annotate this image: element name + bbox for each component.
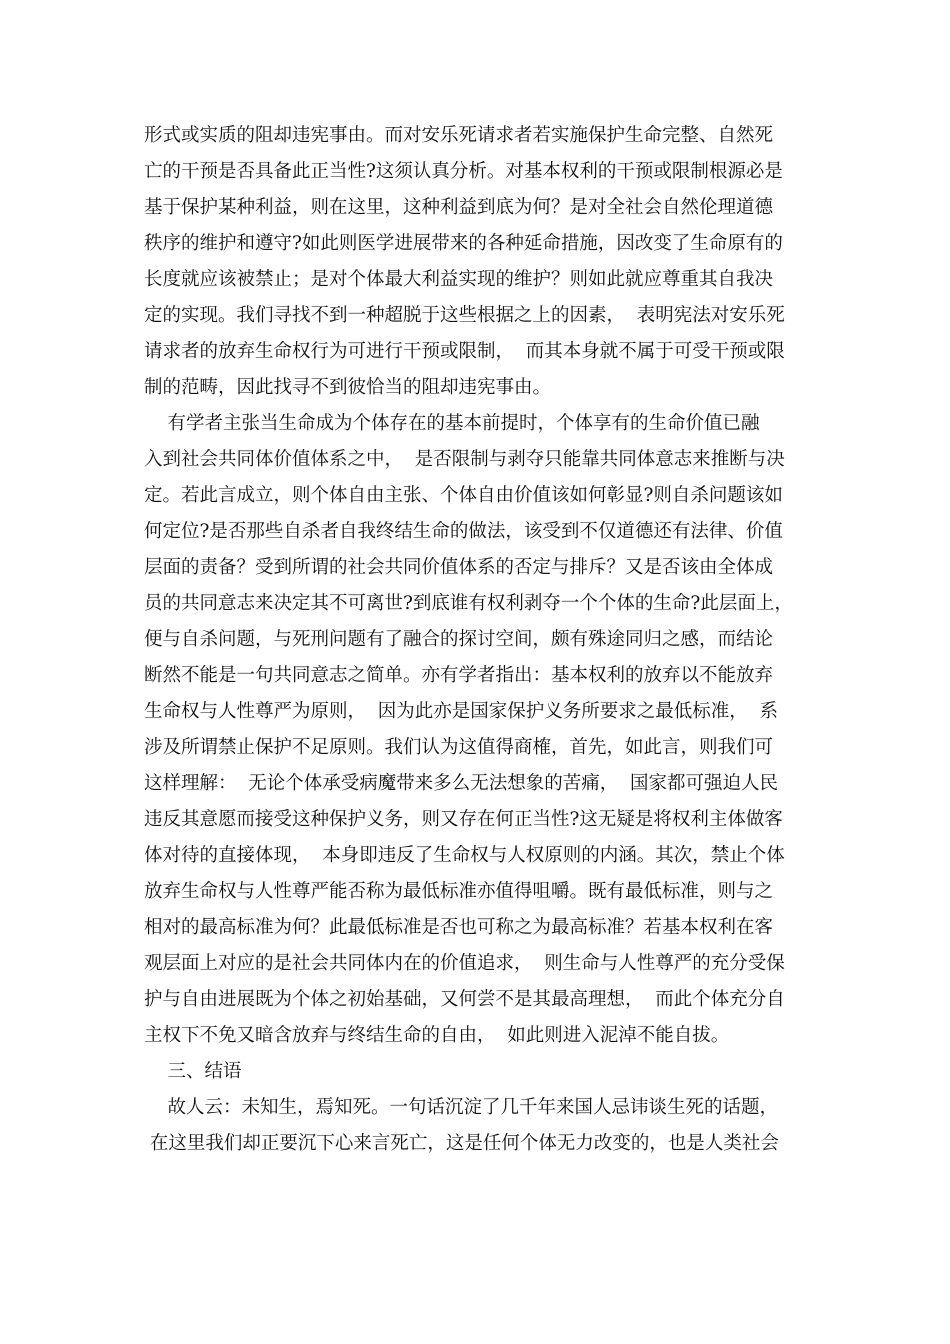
text-line: 长度就应该被禁止；是对个体最大利益实现的维护？则如此就应尊重其自我决 bbox=[144, 269, 774, 290]
text-line: 护与自由进展既为个体之初始基础，又何尝不是其最高理想， 而此个体充分自 bbox=[144, 989, 785, 1010]
text-line: 便与自杀问题，与死刑问题有了融合的探讨空间，颇有殊途同归之感，而结论 bbox=[144, 629, 774, 650]
text-line: 定的实现。我们寻找不到一种超脱于这些根据之上的因素， 表明宪法对安乐死 bbox=[144, 305, 785, 326]
text-line: 体对待的直接体现， 本身即违反了生命权与人权原则的内涵。其次，禁止个体 bbox=[144, 845, 785, 866]
text-line: 故人云：未知生，焉知死。一句话沉淀了几千年来国人忌讳谈生死的话题， bbox=[144, 1097, 779, 1118]
text-line: 基于保护某种利益，则在这里，这种利益到底为何？是对全社会自然伦理道德 bbox=[144, 197, 774, 218]
text-line: 在这里我们却正要沉下心来言死亡，这是任何个体无力改变的，也是人类社会 bbox=[144, 1133, 779, 1154]
text-line: 断然不能是一句共同意志之简单。亦有学者指出：基本权利的放弃以不能放弃 bbox=[144, 665, 774, 686]
text-line: 亡的干预是否具备此正当性?这须认真分析。对基本权利的干预或限制根源必是 bbox=[144, 161, 783, 182]
text-line: 入到社会共同体价值体系之中， 是否限制与剥夺只能靠共同体意志来推断与决 bbox=[144, 449, 785, 470]
text-line: 层面的责备？受到所谓的社会共同价值体系的否定与排斥？又是否该由全体成 bbox=[144, 557, 774, 578]
text-line: 形式或实质的阻却违宪事由。而对安乐死请求者若实施保护生命完整、自然死 bbox=[144, 125, 774, 146]
text-line: 相对的最高标准为何？此最低标准是否也可称之为最高标准？若基本权利在客 bbox=[144, 917, 774, 938]
text-line: 违反其意愿而接受这种保护义务，则又存在何正当性?这无疑是将权利主体做客 bbox=[144, 809, 783, 830]
text-line: 生命权与人性尊严为原则， 因为此亦是国家保护义务所要求之最低标准， 系 bbox=[144, 701, 779, 722]
text-line: 观层面上对应的是社会共同体内在的价值追求， 则生命与人性尊严的充分受保 bbox=[144, 953, 785, 974]
text-line: 有学者主张当生命成为个体存在的基本前提时，个体享有的生命价值已融 bbox=[144, 413, 760, 434]
text-line: 这样理解： 无论个体承受病魔带来多么无法想象的苦痛， 国家都可强迫人民 bbox=[144, 773, 779, 794]
text-line: 定。若此言成立，则个体自由主张、个体自由价值该如何彰显?则自杀问题该如 bbox=[144, 485, 783, 506]
text-line: 制的范畴，因此找寻不到彼恰当的阻却违宪事由。 bbox=[144, 377, 552, 398]
text-line: 秩序的维护和遵守?如此则医学进展带来的各种延命措施，因改变了生命原有的 bbox=[144, 233, 783, 254]
text-line: 何定位?是否那些自杀者自我终结生命的做法，该受到不仅道德还有法律、价值 bbox=[144, 521, 783, 542]
text-line: 员的共同意志来决定其不可离世?到底谁有权利剥夺一个个体的生命?此层面上， bbox=[144, 593, 793, 614]
section-heading: 三、结语 bbox=[144, 1061, 242, 1082]
text-line: 涉及所谓禁止保护不足原则。我们认为这值得商榷，首先，如此言，则我们可 bbox=[144, 737, 774, 758]
text-line: 主权下不免又暗含放弃与终结生命的自由， 如此则进入泥淖不能自拔。 bbox=[144, 1025, 730, 1046]
text-line: 放弃生命权与人性尊严能否称为最低标准亦值得咀嚼。既有最低标准，则与之 bbox=[144, 881, 774, 902]
text-line: 请求者的放弃生命权行为可进行干预或限制， 而其本身就不属于可受干预或限 bbox=[144, 341, 785, 362]
